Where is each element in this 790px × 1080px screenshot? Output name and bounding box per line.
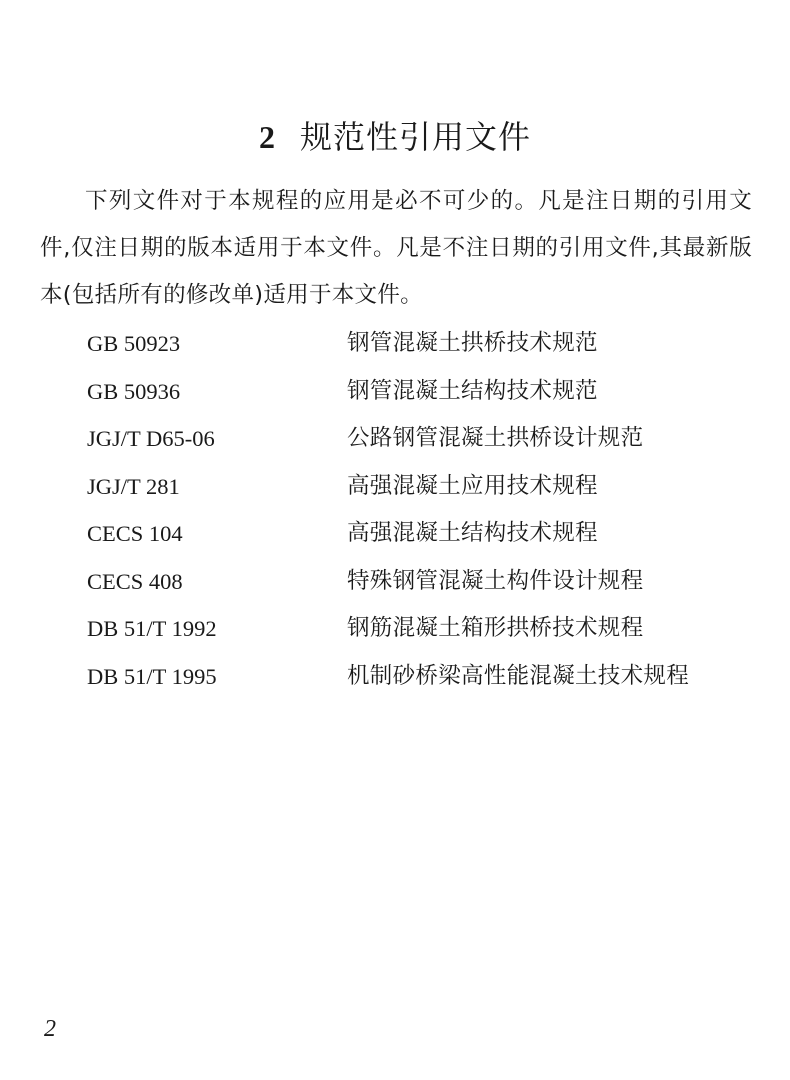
- reference-code: JGJ/T D65-06: [87, 426, 215, 451]
- reference-list: [87, 320, 767, 700]
- reference-item: [87, 368, 767, 416]
- reference-code: GB 50936: [87, 378, 181, 404]
- reference-item: [87, 320, 767, 368]
- reference-item: [87, 510, 767, 558]
- section-number: 2: [258, 119, 276, 156]
- reference-name: 机制砂桥梁高性能混凝土技术规程: [347, 662, 690, 689]
- reference-name: 钢筋混凝土箱形拱桥技术规程: [347, 615, 644, 641]
- reference-name: 公路钢管混凝土拱桥设计规范: [347, 425, 644, 451]
- reference-name: 高强混凝土结构技术规程: [347, 520, 598, 546]
- reference-code: DB 51/T 1995: [87, 663, 217, 689]
- reference-code: DB 51/T 1992: [87, 616, 217, 641]
- reference-item: [87, 653, 767, 701]
- section-heading: [0, 113, 790, 161]
- reference-name: 特殊钢管混凝土构件设计规程: [347, 567, 644, 594]
- reference-item: [87, 415, 767, 463]
- page-number: 2: [44, 1016, 56, 1042]
- reference-item: [87, 605, 767, 653]
- reference-name: 钢管混凝土结构技术规范: [347, 377, 598, 404]
- reference-item: [87, 558, 767, 606]
- reference-code: CECS 104: [87, 521, 183, 546]
- reference-code: JGJ/T 281: [87, 473, 180, 499]
- reference-name: 高强混凝土应用技术规程: [347, 472, 598, 499]
- section-title: 规范性引用文件: [299, 118, 531, 157]
- reference-code: CECS 408: [87, 568, 183, 594]
- reference-name: 钢管混凝土拱桥技术规范: [347, 330, 598, 356]
- reference-code: GB 50923: [87, 331, 181, 356]
- reference-item: [87, 463, 767, 511]
- intro-paragraph: 下列文件对于本规程的应用是必不可少的。凡是注日期的引用文件,仅注日期的版本适用于本文件。凡是不注日期的引用文件,其最新版本(包括所有的修改单)适用于本文件。: [40, 188, 752, 308]
